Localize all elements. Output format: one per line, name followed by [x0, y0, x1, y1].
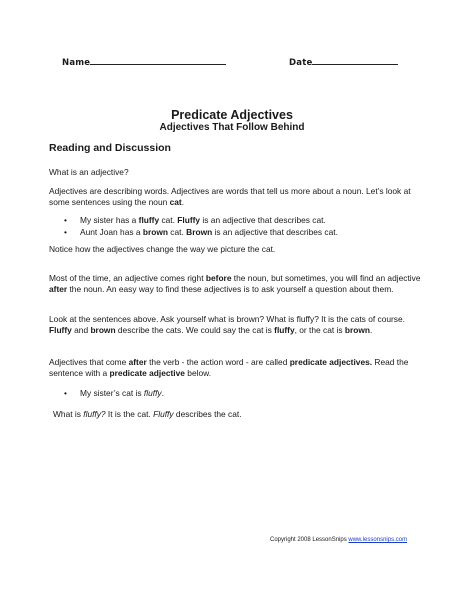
- date-field[interactable]: [289, 57, 398, 68]
- bold-word: brown: [142, 226, 168, 237]
- text-run: and: [71, 324, 91, 335]
- italic-word: fluffy: [143, 388, 162, 398]
- section-heading: Reading and Discussion: [49, 142, 171, 154]
- name-label: Name: [62, 58, 91, 68]
- paragraph-question: What is an adjective?: [49, 167, 129, 177]
- lessonsnips-link[interactable]: www.lessonsnips.com: [348, 537, 408, 543]
- text-run: cat.: [167, 226, 187, 237]
- bold-word: fluffy: [274, 324, 295, 335]
- text-run: , or the cat is: [294, 324, 345, 335]
- italic-word: fluffy?: [83, 409, 106, 419]
- text-run: Aunt Joan has a: [80, 226, 143, 237]
- text-run: .: [181, 196, 185, 207]
- text-run: is an adjective that describes cat.: [200, 215, 326, 225]
- name-field[interactable]: [62, 57, 226, 68]
- bold-word: brown: [344, 324, 371, 335]
- text-run: is an adjective that describes cat.: [212, 226, 338, 237]
- bold-word: Fluffy: [177, 215, 201, 225]
- paragraph-notice: Notice how the adjectives change the way we picture the cat.: [49, 244, 276, 254]
- list-item: [64, 388, 424, 399]
- page-subtitle: Adjectives That Follow Behind: [159, 122, 305, 133]
- example-list: [64, 215, 424, 238]
- bold-word: brown: [90, 324, 116, 335]
- text-run: .: [370, 324, 373, 335]
- bold-word: predicate adjective: [109, 367, 185, 378]
- text-run: the noun, but sometimes, you will find an adjective: [231, 273, 421, 283]
- list-item: [64, 227, 424, 238]
- list-item: [64, 215, 424, 226]
- paragraph-answer: [53, 409, 425, 420]
- bold-word: predicate adjectives.: [289, 357, 373, 367]
- name-blank[interactable]: [90, 57, 226, 65]
- bold-word: Brown: [186, 226, 213, 237]
- date-label: Date: [289, 58, 313, 68]
- paragraph-position: [49, 273, 421, 294]
- text-run: the noun. An easy way to find these adjectives is to ask yourself a question about them.: [67, 283, 394, 294]
- paragraph-look: [49, 314, 421, 335]
- page-title: Predicate Adjectives: [171, 108, 293, 122]
- paragraph-predicate: [49, 357, 421, 378]
- copyright-notice: [270, 537, 407, 543]
- bold-word: cat: [169, 196, 182, 207]
- text-run: describe the cats. We could say the cat is: [115, 324, 275, 335]
- text-run: Most of the time, an adjective comes right: [49, 273, 206, 283]
- copyright-text: Copyright 2008 LessonSnips: [270, 537, 349, 543]
- text-run: cat.: [159, 215, 178, 225]
- date-blank[interactable]: [312, 57, 398, 65]
- text-run: What is: [53, 409, 84, 419]
- text-run: the verb - the action word - are called: [146, 357, 290, 367]
- text-run: It is the cat.: [105, 409, 154, 419]
- bold-word: Fluffy: [49, 324, 72, 335]
- bold-word: after: [49, 283, 68, 294]
- text-run: .: [161, 388, 164, 398]
- bold-word: after: [128, 357, 147, 367]
- text-run: Adjectives are describing words. Adjectives are words that tell us more about a noun. Let’s look at some sentences using the noun: [49, 186, 411, 207]
- text-run: Look at the sentences above. Ask yourself what is brown? What is fluffy? It is the cats of course.: [49, 314, 405, 324]
- italic-word: Fluffy: [153, 409, 174, 419]
- paragraph-definition: [49, 186, 421, 207]
- bold-word: before: [205, 273, 232, 283]
- text-run: below.: [184, 367, 212, 378]
- text-run: My sister’s cat is: [80, 388, 144, 398]
- bold-word: fluffy: [138, 215, 160, 225]
- predicate-example-list: [64, 388, 424, 400]
- text-run: Adjectives that come: [49, 357, 129, 367]
- text-run: describes the cat.: [173, 409, 242, 419]
- text-run: My sister has a: [80, 215, 139, 225]
- text-run: Read the sentence with a: [49, 357, 409, 378]
